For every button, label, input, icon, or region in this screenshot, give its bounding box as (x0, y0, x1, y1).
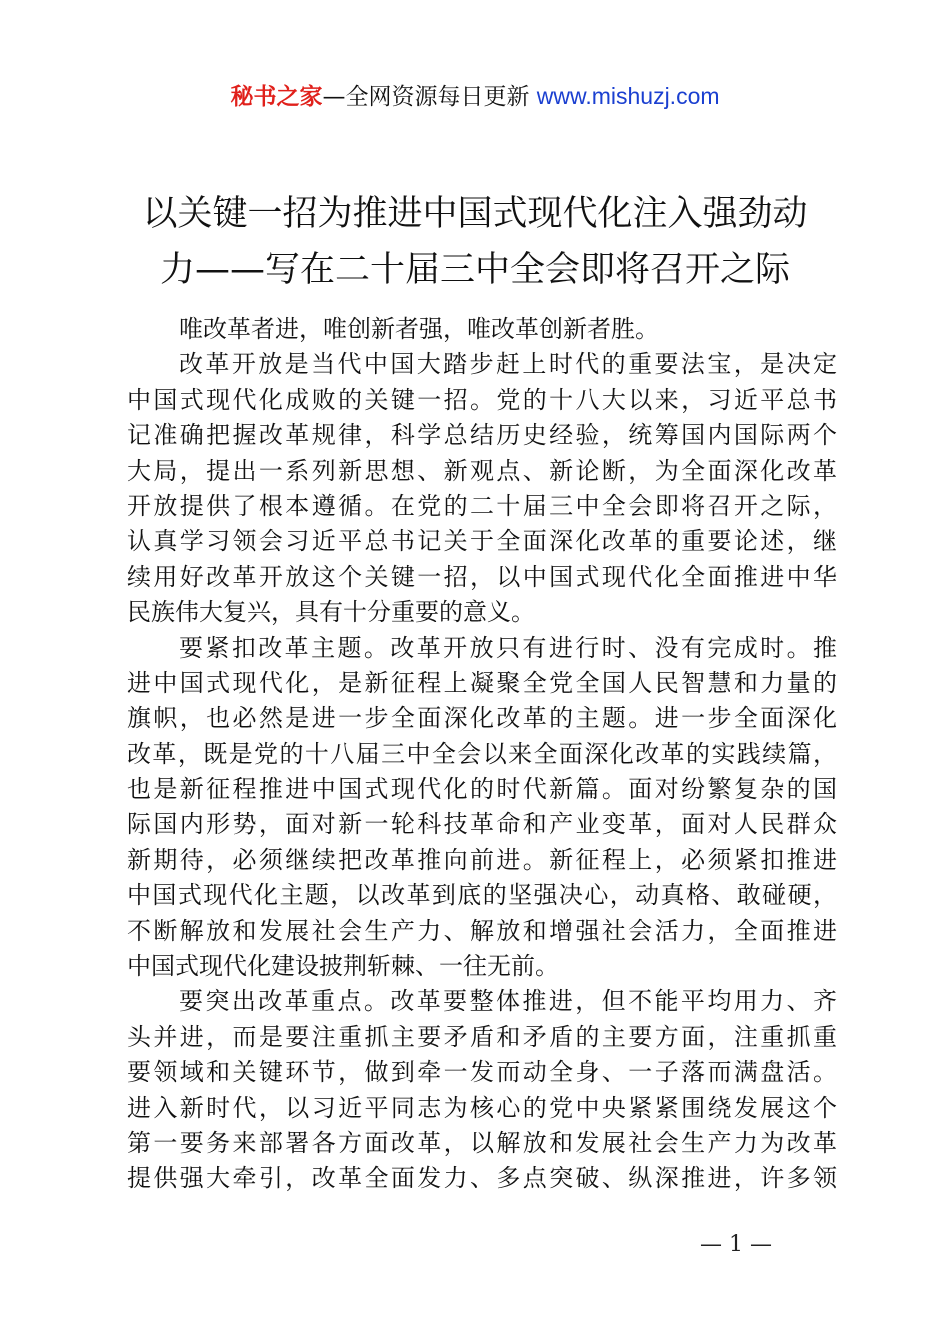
body-line: 进中国式现代化，是新征程上凝聚全党全国人民智慧和力量的 (127, 668, 837, 697)
body-line: 改革，既是党的十八届三中全会以来全面深化改革的实践续篇， (127, 739, 837, 768)
body-line: 不断解放和发展社会生产力、解放和增强社会活力，全面推进 (127, 916, 837, 945)
body-line: 中国式现代化主题，以改革到底的坚强决心，动真格、敢碰硬， (127, 881, 837, 910)
body-line: 要紧扣改革主题。改革开放只有进行时、没有完成时。推 (179, 633, 837, 662)
body-line: 大局，提出一系列新思想、新观点、新论断，为全面深化改革 (127, 456, 837, 485)
document-title (120, 186, 830, 298)
body-line: 进入新时代，以习近平同志为核心的党中央紧紧围绕发展这个 (127, 1093, 837, 1122)
body-line: 提供强大牵引，改革全面发力、多点突破、纵深推进，许多领 (127, 1164, 837, 1193)
site-header (0, 80, 950, 113)
body-line: 开放提供了根本遵循。在党的二十届三中全会即将召开之际， (127, 491, 837, 520)
body-line: 民族伟大复兴，具有十分重要的意义。 (127, 598, 535, 627)
body-line: 要领域和关键环节，做到牵一发而动全身、一子落而满盘活。 (127, 1058, 837, 1087)
body-line: 改革开放是当代中国大踏步赶上时代的重要法宝，是决定 (179, 350, 837, 379)
body-line: 新期待，必须继续把改革推向前进。新征程上，必须紧扣推进 (127, 845, 837, 874)
body-line: 旗帜，也必然是进一步全面深化改革的主题。进一步全面深化 (127, 704, 837, 733)
body-line: 记准确把握改革规律，科学总结历史经验，统筹国内国际两个 (127, 421, 837, 450)
article-body (127, 312, 837, 1197)
site-url-link[interactable]: www.mishuzj.com (536, 83, 720, 109)
body-line: 际国内形势，面对新一轮科技革命和产业变革，面对人民群众 (127, 810, 837, 839)
body-line: 中国式现代化建设披荆斩棘、一往无前。 (127, 952, 559, 981)
body-line: 第一要务来部署各方面改革，以解放和发展社会生产力为改革 (127, 1128, 837, 1157)
body-line: 头并进，而是要注重抓主要矛盾和矛盾的主要方面，注重抓重 (127, 1022, 837, 1051)
title-line-1: 以关键一招为推进中国式现代化注入强劲动 (142, 194, 808, 234)
site-slogan: —全网资源每日更新 (322, 84, 530, 110)
page-number: — 1 — (700, 1232, 772, 1257)
body-line: 中国式现代化成败的关键一招。党的十八大以来，习近平总书 (127, 385, 837, 414)
body-line: 也是新征程推进中国式现代化的时代新篇。面对纷繁复杂的国 (127, 775, 837, 804)
body-line: 唯改革者进，唯创新者强，唯改革创新者胜。 (179, 315, 659, 343)
body-line: 续用好改革开放这个关键一招，以中国式现代化全面推进中华 (127, 562, 837, 591)
site-brand: 秘书之家 (230, 84, 323, 110)
body-line: 认真学习领会习近平总书记关于全面深化改革的重要论述，继 (127, 527, 837, 556)
body-line: 要突出改革重点。改革要整体推进，但不能平均用力、齐 (179, 987, 837, 1016)
title-line-2: 力——写在二十届三中全会即将召开之际 (159, 250, 790, 290)
